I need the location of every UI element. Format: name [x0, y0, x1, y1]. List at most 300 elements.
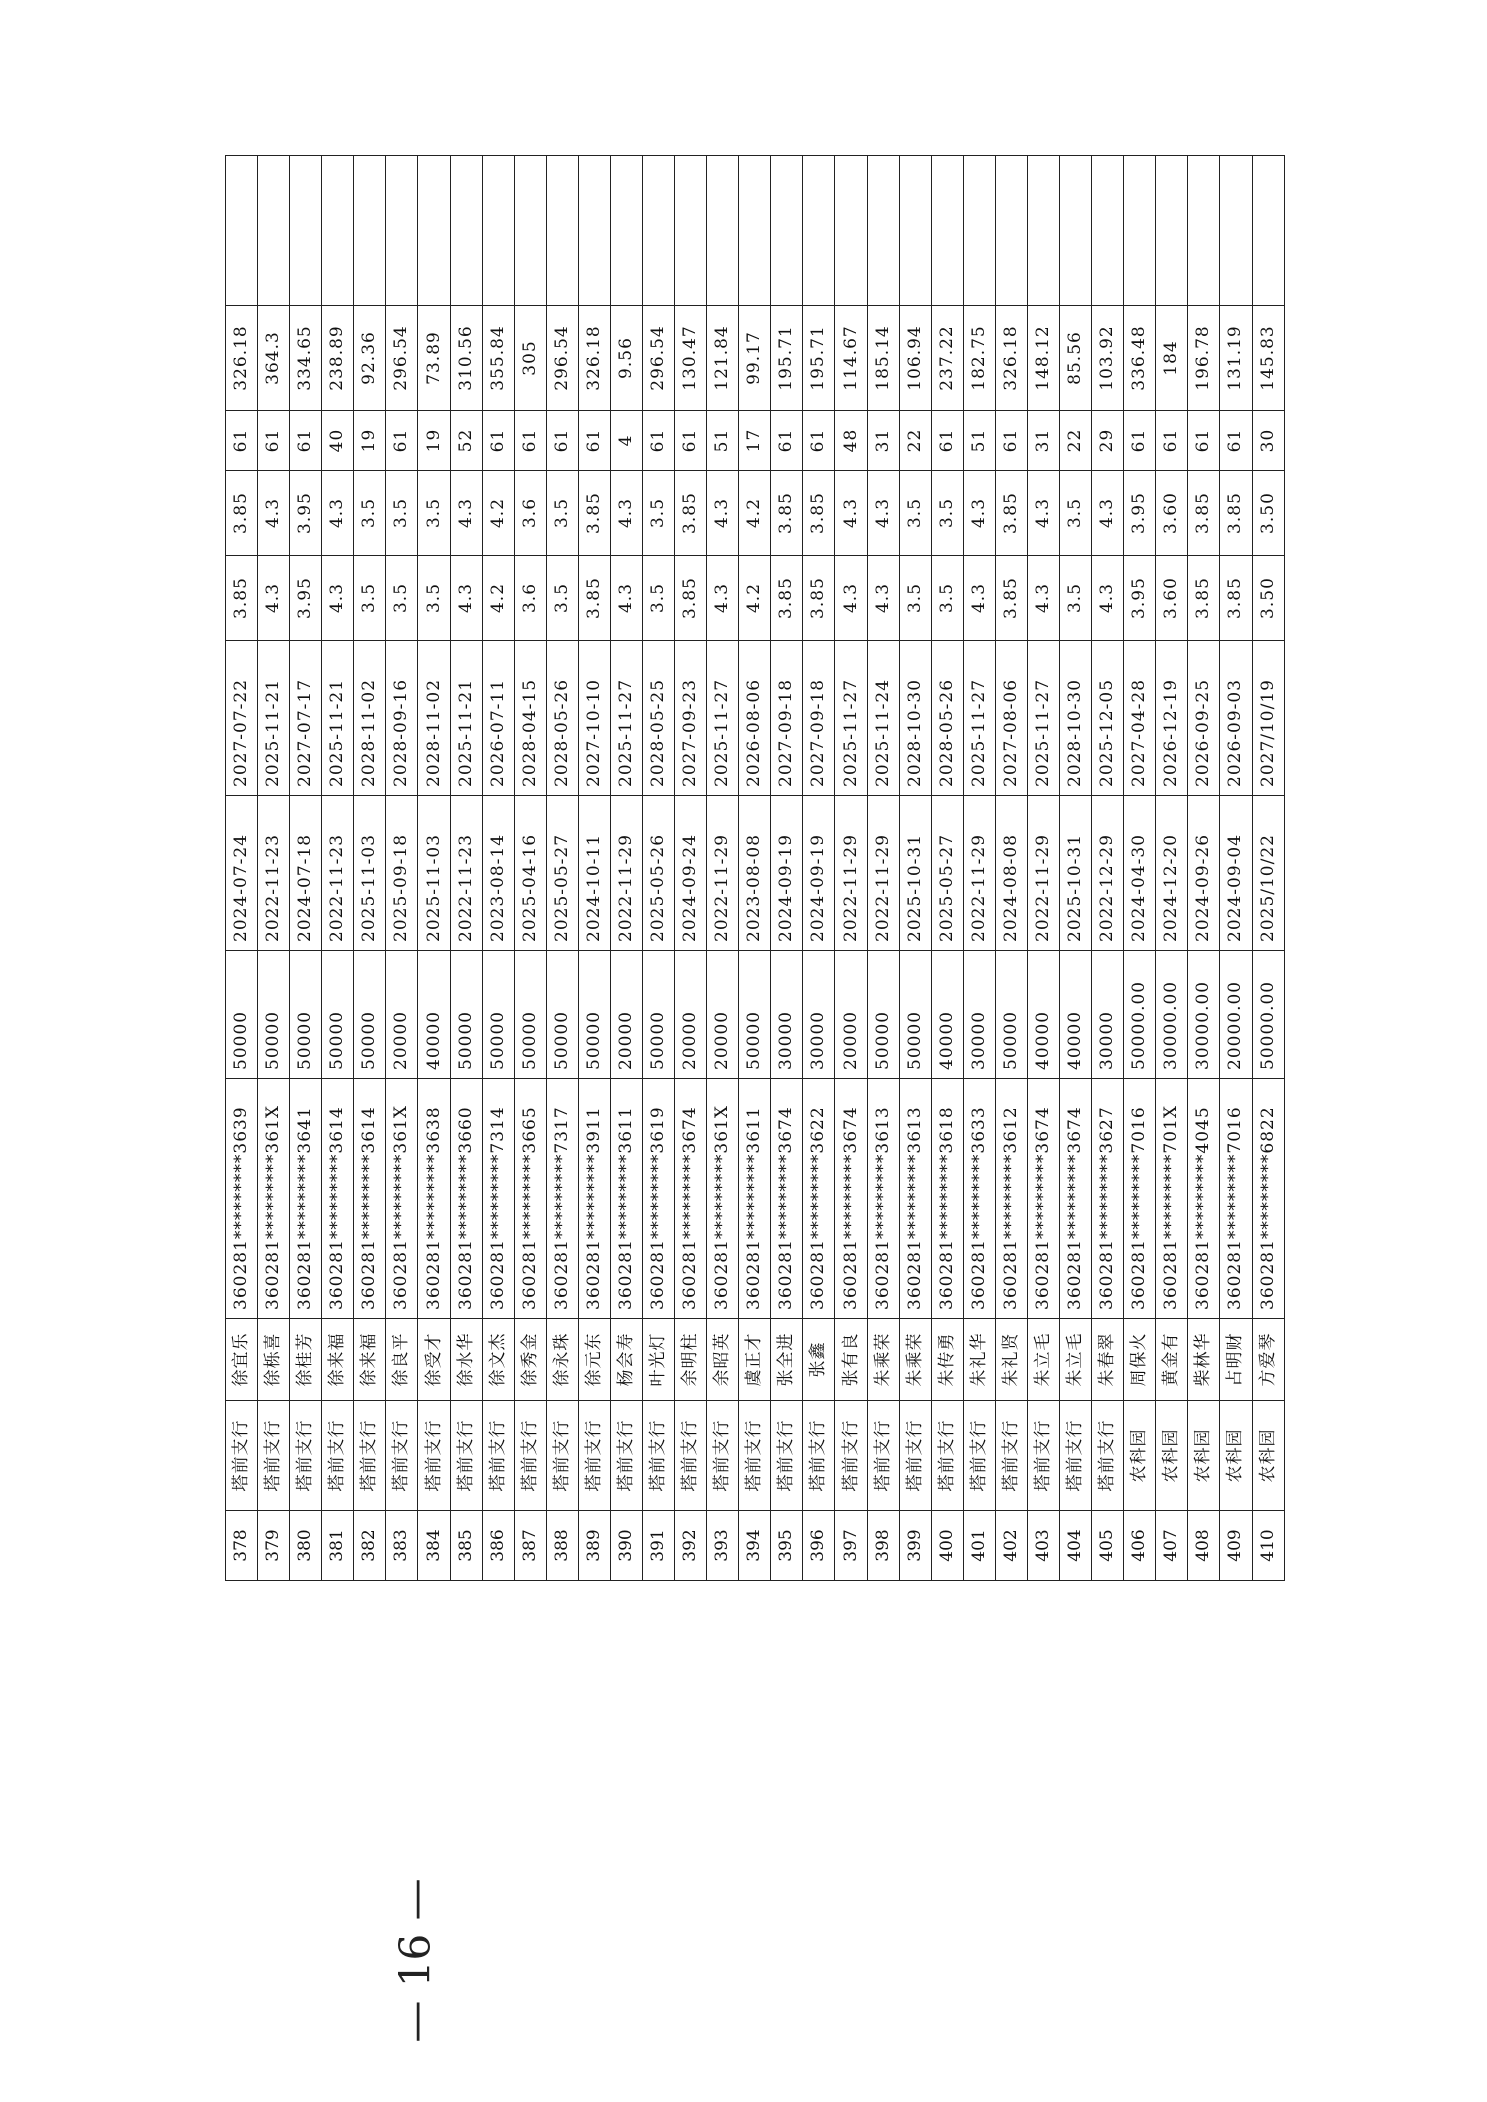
row-number-cell: 383	[386, 1511, 418, 1581]
loan-amount-cell: 20000.00	[1220, 951, 1252, 1079]
end-date-cell: 2026-07-11	[482, 641, 514, 796]
start-date-cell: 2024-07-18	[290, 796, 322, 951]
rate-cell: 3.5	[546, 556, 578, 641]
subsidy-rate-cell: 3.5	[418, 471, 450, 556]
start-date-cell: 2025-05-27	[546, 796, 578, 951]
row-number-cell: 387	[514, 1511, 546, 1581]
row-number-cell: 381	[322, 1511, 354, 1581]
start-date-cell: 2022-12-29	[1092, 796, 1124, 951]
loan-amount-cell: 50000	[578, 951, 610, 1079]
row-number-cell: 402	[995, 1511, 1027, 1581]
branch-cell: 塔前支行	[739, 1401, 771, 1511]
name-cell: 朱立毛	[1027, 1319, 1059, 1401]
branch-cell: 塔前支行	[386, 1401, 418, 1511]
note-cell	[1252, 156, 1285, 306]
loan-amount-cell: 20000	[610, 951, 642, 1079]
rate-cell: 4.3	[1092, 556, 1124, 641]
rate-cell: 3.85	[675, 556, 707, 641]
branch-cell: 塔前支行	[899, 1401, 931, 1511]
days-cell: 61	[995, 411, 1027, 471]
end-date-cell: 2027/10/19	[1252, 641, 1285, 796]
start-date-cell: 2025-05-26	[643, 796, 675, 951]
row-number-cell: 388	[546, 1511, 578, 1581]
days-cell: 61	[258, 411, 290, 471]
days-cell: 61	[482, 411, 514, 471]
name-cell: 方爱琴	[1252, 1319, 1285, 1401]
name-cell: 徐来福	[322, 1319, 354, 1401]
loan-amount-cell: 50000	[482, 951, 514, 1079]
rate-cell: 3.50	[1252, 556, 1285, 641]
loan-amount-cell: 30000	[1092, 951, 1124, 1079]
days-cell: 61	[643, 411, 675, 471]
rate-cell: 3.5	[1060, 556, 1092, 641]
note-cell	[386, 156, 418, 306]
subsidy-rate-cell: 4.3	[867, 471, 899, 556]
rate-cell: 3.5	[931, 556, 963, 641]
rate-cell: 4.3	[610, 556, 642, 641]
note-cell	[418, 156, 450, 306]
interest-amount-cell: 195.71	[771, 306, 803, 411]
note-cell	[1027, 156, 1059, 306]
subsidy-rate-cell: 4.3	[1092, 471, 1124, 556]
end-date-cell: 2025-11-27	[1027, 641, 1059, 796]
table-body	[226, 156, 1285, 1581]
interest-amount-cell: 85.56	[1060, 306, 1092, 411]
id-number-cell: 360281*********3613	[899, 1079, 931, 1319]
row-number-cell: 386	[482, 1511, 514, 1581]
name-cell: 徐受才	[418, 1319, 450, 1401]
rate-cell: 3.85	[995, 556, 1027, 641]
name-cell: 朱礼贤	[995, 1319, 1027, 1401]
loan-amount-cell: 50000	[739, 951, 771, 1079]
end-date-cell: 2028-04-15	[514, 641, 546, 796]
name-cell: 徐文杰	[482, 1319, 514, 1401]
id-number-cell: 360281*********701X	[1156, 1079, 1188, 1319]
name-cell: 徐元东	[578, 1319, 610, 1401]
subsidy-rate-cell: 3.85	[771, 471, 803, 556]
id-number-cell: 360281*********3614	[354, 1079, 386, 1319]
subsidy-rate-cell: 3.95	[290, 471, 322, 556]
end-date-cell: 2025-11-21	[258, 641, 290, 796]
branch-cell: 塔前支行	[450, 1401, 482, 1511]
id-number-cell: 360281*********7314	[482, 1079, 514, 1319]
end-date-cell: 2028-10-30	[1060, 641, 1092, 796]
branch-cell: 农科园	[1188, 1401, 1220, 1511]
interest-amount-cell: 326.18	[226, 306, 258, 411]
rate-cell: 4.3	[450, 556, 482, 641]
end-date-cell: 2025-11-27	[707, 641, 739, 796]
table-row	[1156, 156, 1188, 1581]
days-cell: 22	[1060, 411, 1092, 471]
subsidy-rate-cell: 3.85	[675, 471, 707, 556]
loan-amount-cell: 50000	[514, 951, 546, 1079]
days-cell: 31	[867, 411, 899, 471]
id-number-cell: 360281*********3911	[578, 1079, 610, 1319]
branch-cell: 塔前支行	[867, 1401, 899, 1511]
loan-amount-cell: 30000.00	[1188, 951, 1220, 1079]
note-cell	[835, 156, 867, 306]
table-row	[739, 156, 771, 1581]
branch-cell: 塔前支行	[995, 1401, 1027, 1511]
name-cell: 张鑫	[803, 1319, 835, 1401]
days-cell: 61	[290, 411, 322, 471]
days-cell: 22	[899, 411, 931, 471]
interest-amount-cell: 238.89	[322, 306, 354, 411]
name-cell: 徐栎喜	[258, 1319, 290, 1401]
id-number-cell: 360281*********3613	[867, 1079, 899, 1319]
loan-amount-cell: 50000	[899, 951, 931, 1079]
row-number-cell: 401	[963, 1511, 995, 1581]
loan-amount-cell: 30000	[771, 951, 803, 1079]
start-date-cell: 2024-09-19	[771, 796, 803, 951]
branch-cell: 塔前支行	[771, 1401, 803, 1511]
rate-cell: 3.85	[803, 556, 835, 641]
subsidy-rate-cell: 3.85	[226, 471, 258, 556]
days-cell: 61	[931, 411, 963, 471]
days-cell: 61	[1156, 411, 1188, 471]
interest-amount-cell: 92.36	[354, 306, 386, 411]
row-number-cell: 396	[803, 1511, 835, 1581]
row-number-cell: 395	[771, 1511, 803, 1581]
start-date-cell: 2025-10-31	[1060, 796, 1092, 951]
note-cell	[963, 156, 995, 306]
interest-amount-cell: 103.92	[1092, 306, 1124, 411]
note-cell	[546, 156, 578, 306]
branch-cell: 塔前支行	[546, 1401, 578, 1511]
days-cell: 61	[546, 411, 578, 471]
interest-amount-cell: 310.56	[450, 306, 482, 411]
start-date-cell: 2023-08-14	[482, 796, 514, 951]
name-cell: 徐秀金	[514, 1319, 546, 1401]
loan-amount-cell: 50000	[226, 951, 258, 1079]
name-cell: 徐桂芳	[290, 1319, 322, 1401]
branch-cell: 塔前支行	[707, 1401, 739, 1511]
subsidy-rate-cell: 3.5	[354, 471, 386, 556]
days-cell: 61	[1124, 411, 1156, 471]
start-date-cell: 2024-09-26	[1188, 796, 1220, 951]
branch-cell: 塔前支行	[963, 1401, 995, 1511]
row-number-cell: 399	[899, 1511, 931, 1581]
table-row	[418, 156, 450, 1581]
rate-cell: 4.3	[1027, 556, 1059, 641]
note-cell	[931, 156, 963, 306]
subsidy-rate-cell: 3.85	[1220, 471, 1252, 556]
note-cell	[739, 156, 771, 306]
rate-cell: 3.85	[771, 556, 803, 641]
branch-cell: 塔前支行	[1060, 1401, 1092, 1511]
table-row	[803, 156, 835, 1581]
days-cell: 61	[803, 411, 835, 471]
name-cell: 徐来福	[354, 1319, 386, 1401]
days-cell: 17	[739, 411, 771, 471]
row-number-cell: 410	[1252, 1511, 1285, 1581]
loan-amount-cell: 50000	[546, 951, 578, 1079]
name-cell: 叶光灯	[643, 1319, 675, 1401]
loan-amount-cell: 30000	[963, 951, 995, 1079]
interest-amount-cell: 355.84	[482, 306, 514, 411]
end-date-cell: 2025-11-27	[835, 641, 867, 796]
note-cell	[290, 156, 322, 306]
name-cell: 朱春翠	[1092, 1319, 1124, 1401]
end-date-cell: 2028-10-30	[899, 641, 931, 796]
branch-cell: 塔前支行	[226, 1401, 258, 1511]
row-number-cell: 384	[418, 1511, 450, 1581]
subsidy-rate-cell: 4.3	[963, 471, 995, 556]
name-cell: 周保火	[1124, 1319, 1156, 1401]
rate-cell: 4.3	[258, 556, 290, 641]
subsidy-rate-cell: 3.85	[578, 471, 610, 556]
note-cell	[707, 156, 739, 306]
rate-cell: 4.2	[482, 556, 514, 641]
end-date-cell: 2027-07-22	[226, 641, 258, 796]
branch-cell: 塔前支行	[482, 1401, 514, 1511]
interest-amount-cell: 196.78	[1188, 306, 1220, 411]
subsidy-rate-cell: 4.3	[322, 471, 354, 556]
subsidy-rate-cell: 3.50	[1252, 471, 1285, 556]
end-date-cell: 2027-07-17	[290, 641, 322, 796]
id-number-cell: 360281*********3611	[739, 1079, 771, 1319]
start-date-cell: 2025/10/22	[1252, 796, 1285, 951]
branch-cell: 塔前支行	[675, 1401, 707, 1511]
loan-amount-cell: 40000	[1060, 951, 1092, 1079]
name-cell: 余明柱	[675, 1319, 707, 1401]
interest-amount-cell: 237.22	[931, 306, 963, 411]
interest-amount-cell: 326.18	[995, 306, 1027, 411]
name-cell: 徐永珠	[546, 1319, 578, 1401]
loan-amount-cell: 40000	[931, 951, 963, 1079]
branch-cell: 农科园	[1220, 1401, 1252, 1511]
note-cell	[867, 156, 899, 306]
id-number-cell: 360281*********3674	[835, 1079, 867, 1319]
days-cell: 61	[675, 411, 707, 471]
note-cell	[450, 156, 482, 306]
note-cell	[643, 156, 675, 306]
table-row	[258, 156, 290, 1581]
id-number-cell: 360281*********3614	[322, 1079, 354, 1319]
interest-amount-cell: 148.12	[1027, 306, 1059, 411]
note-cell	[514, 156, 546, 306]
end-date-cell: 2028-11-02	[418, 641, 450, 796]
row-number-cell: 400	[931, 1511, 963, 1581]
rate-cell: 4.3	[867, 556, 899, 641]
start-date-cell: 2022-11-29	[1027, 796, 1059, 951]
days-cell: 61	[386, 411, 418, 471]
interest-amount-cell: 121.84	[707, 306, 739, 411]
branch-cell: 塔前支行	[1027, 1401, 1059, 1511]
interest-amount-cell: 334.65	[290, 306, 322, 411]
table-row	[546, 156, 578, 1581]
interest-amount-cell: 296.54	[643, 306, 675, 411]
row-number-cell: 393	[707, 1511, 739, 1581]
id-number-cell: 360281*********3627	[1092, 1079, 1124, 1319]
table-row	[322, 156, 354, 1581]
end-date-cell: 2028-05-26	[546, 641, 578, 796]
start-date-cell: 2025-11-03	[418, 796, 450, 951]
loan-amount-cell: 50000	[995, 951, 1027, 1079]
note-cell	[771, 156, 803, 306]
name-cell: 黄金有	[1156, 1319, 1188, 1401]
rate-cell: 4.3	[835, 556, 867, 641]
subsidy-rate-cell: 3.5	[643, 471, 675, 556]
note-cell	[578, 156, 610, 306]
branch-cell: 塔前支行	[803, 1401, 835, 1511]
start-date-cell: 2025-11-03	[354, 796, 386, 951]
id-number-cell: 360281*********3633	[963, 1079, 995, 1319]
name-cell: 朱乘荣	[867, 1319, 899, 1401]
start-date-cell: 2024-09-04	[1220, 796, 1252, 951]
days-cell: 61	[514, 411, 546, 471]
note-cell	[995, 156, 1027, 306]
table-row	[1027, 156, 1059, 1581]
interest-amount-cell: 326.18	[578, 306, 610, 411]
name-cell: 朱立毛	[1060, 1319, 1092, 1401]
interest-amount-cell: 106.94	[899, 306, 931, 411]
table-row	[1188, 156, 1220, 1581]
end-date-cell: 2027-09-18	[803, 641, 835, 796]
id-number-cell: 360281*********3619	[643, 1079, 675, 1319]
table-row	[610, 156, 642, 1581]
rate-cell: 3.5	[643, 556, 675, 641]
interest-amount-cell: 182.75	[963, 306, 995, 411]
subsidy-rate-cell: 4.3	[450, 471, 482, 556]
end-date-cell: 2027-09-18	[771, 641, 803, 796]
table-row	[482, 156, 514, 1581]
row-number-cell: 407	[1156, 1511, 1188, 1581]
interest-amount-cell: 305	[514, 306, 546, 411]
rate-cell: 3.5	[354, 556, 386, 641]
end-date-cell: 2027-09-23	[675, 641, 707, 796]
interest-amount-cell: 364.3	[258, 306, 290, 411]
start-date-cell: 2024-12-20	[1156, 796, 1188, 951]
rate-cell: 3.85	[1220, 556, 1252, 641]
row-number-cell: 378	[226, 1511, 258, 1581]
subsidy-rate-cell: 3.85	[995, 471, 1027, 556]
branch-cell: 塔前支行	[290, 1401, 322, 1511]
end-date-cell: 2027-04-28	[1124, 641, 1156, 796]
subsidy-rate-cell: 3.5	[1060, 471, 1092, 556]
loan-amount-cell: 40000	[418, 951, 450, 1079]
table-row	[1060, 156, 1092, 1581]
rate-cell: 3.85	[578, 556, 610, 641]
start-date-cell: 2022-11-29	[610, 796, 642, 951]
loan-amount-cell: 30000	[803, 951, 835, 1079]
note-cell	[1220, 156, 1252, 306]
start-date-cell: 2024-07-24	[226, 796, 258, 951]
name-cell: 占明财	[1220, 1319, 1252, 1401]
start-date-cell: 2022-11-23	[450, 796, 482, 951]
branch-cell: 塔前支行	[1092, 1401, 1124, 1511]
subsidy-rate-cell: 4.2	[482, 471, 514, 556]
table-row	[1220, 156, 1252, 1581]
end-date-cell: 2025-12-05	[1092, 641, 1124, 796]
start-date-cell: 2024-04-30	[1124, 796, 1156, 951]
name-cell: 张有良	[835, 1319, 867, 1401]
id-number-cell: 360281*********3674	[1027, 1079, 1059, 1319]
branch-cell: 塔前支行	[931, 1401, 963, 1511]
loan-amount-cell: 50000	[867, 951, 899, 1079]
table-row	[931, 156, 963, 1581]
name-cell: 朱传勇	[931, 1319, 963, 1401]
note-cell	[803, 156, 835, 306]
loan-amount-cell: 20000	[675, 951, 707, 1079]
id-number-cell: 360281*********3641	[290, 1079, 322, 1319]
subsidy-rate-cell: 4.3	[258, 471, 290, 556]
row-number-cell: 409	[1220, 1511, 1252, 1581]
row-number-cell: 405	[1092, 1511, 1124, 1581]
table-row	[386, 156, 418, 1581]
table-row	[963, 156, 995, 1581]
note-cell	[1124, 156, 1156, 306]
subsidy-rate-cell: 4.3	[610, 471, 642, 556]
note-cell	[226, 156, 258, 306]
id-number-cell: 360281*********3674	[675, 1079, 707, 1319]
row-number-cell: 398	[867, 1511, 899, 1581]
name-cell: 徐水华	[450, 1319, 482, 1401]
rate-cell: 3.95	[1124, 556, 1156, 641]
end-date-cell: 2025-11-24	[867, 641, 899, 796]
id-number-cell: 360281*********3674	[1060, 1079, 1092, 1319]
days-cell: 4	[610, 411, 642, 471]
start-date-cell: 2022-11-23	[322, 796, 354, 951]
days-cell: 61	[1220, 411, 1252, 471]
interest-amount-cell: 114.67	[835, 306, 867, 411]
id-number-cell: 360281*********3660	[450, 1079, 482, 1319]
interest-amount-cell: 296.54	[386, 306, 418, 411]
row-number-cell: 379	[258, 1511, 290, 1581]
end-date-cell: 2026-12-19	[1156, 641, 1188, 796]
loan-amount-cell: 40000	[1027, 951, 1059, 1079]
name-cell: 余昭英	[707, 1319, 739, 1401]
subsidy-rate-cell: 3.6	[514, 471, 546, 556]
end-date-cell: 2028-11-02	[354, 641, 386, 796]
row-number-cell: 392	[675, 1511, 707, 1581]
rate-cell: 3.5	[386, 556, 418, 641]
start-date-cell: 2022-11-29	[835, 796, 867, 951]
end-date-cell: 2028-09-16	[386, 641, 418, 796]
row-number-cell: 403	[1027, 1511, 1059, 1581]
id-number-cell: 360281*********3622	[803, 1079, 835, 1319]
table-row	[1092, 156, 1124, 1581]
name-cell: 张全进	[771, 1319, 803, 1401]
branch-cell: 塔前支行	[418, 1401, 450, 1511]
branch-cell: 塔前支行	[258, 1401, 290, 1511]
end-date-cell: 2028-05-25	[643, 641, 675, 796]
table-row	[1252, 156, 1285, 1581]
start-date-cell: 2023-08-08	[739, 796, 771, 951]
row-number-cell: 394	[739, 1511, 771, 1581]
table-row	[835, 156, 867, 1581]
subsidy-rate-cell: 3.85	[803, 471, 835, 556]
days-cell: 51	[707, 411, 739, 471]
end-date-cell: 2025-11-21	[322, 641, 354, 796]
id-number-cell: 360281*********3638	[418, 1079, 450, 1319]
row-number-cell: 382	[354, 1511, 386, 1581]
interest-amount-cell: 185.14	[867, 306, 899, 411]
rate-cell: 3.5	[418, 556, 450, 641]
table-row	[771, 156, 803, 1581]
end-date-cell: 2026-09-03	[1220, 641, 1252, 796]
id-number-cell: 360281*********7317	[546, 1079, 578, 1319]
end-date-cell: 2025-11-27	[610, 641, 642, 796]
subsidy-rate-cell: 4.3	[707, 471, 739, 556]
table-row	[354, 156, 386, 1581]
table-row	[450, 156, 482, 1581]
loan-amount-cell: 50000	[643, 951, 675, 1079]
interest-amount-cell: 145.83	[1252, 306, 1285, 411]
id-number-cell: 360281*********3639	[226, 1079, 258, 1319]
branch-cell: 农科园	[1156, 1401, 1188, 1511]
table-row	[1124, 156, 1156, 1581]
